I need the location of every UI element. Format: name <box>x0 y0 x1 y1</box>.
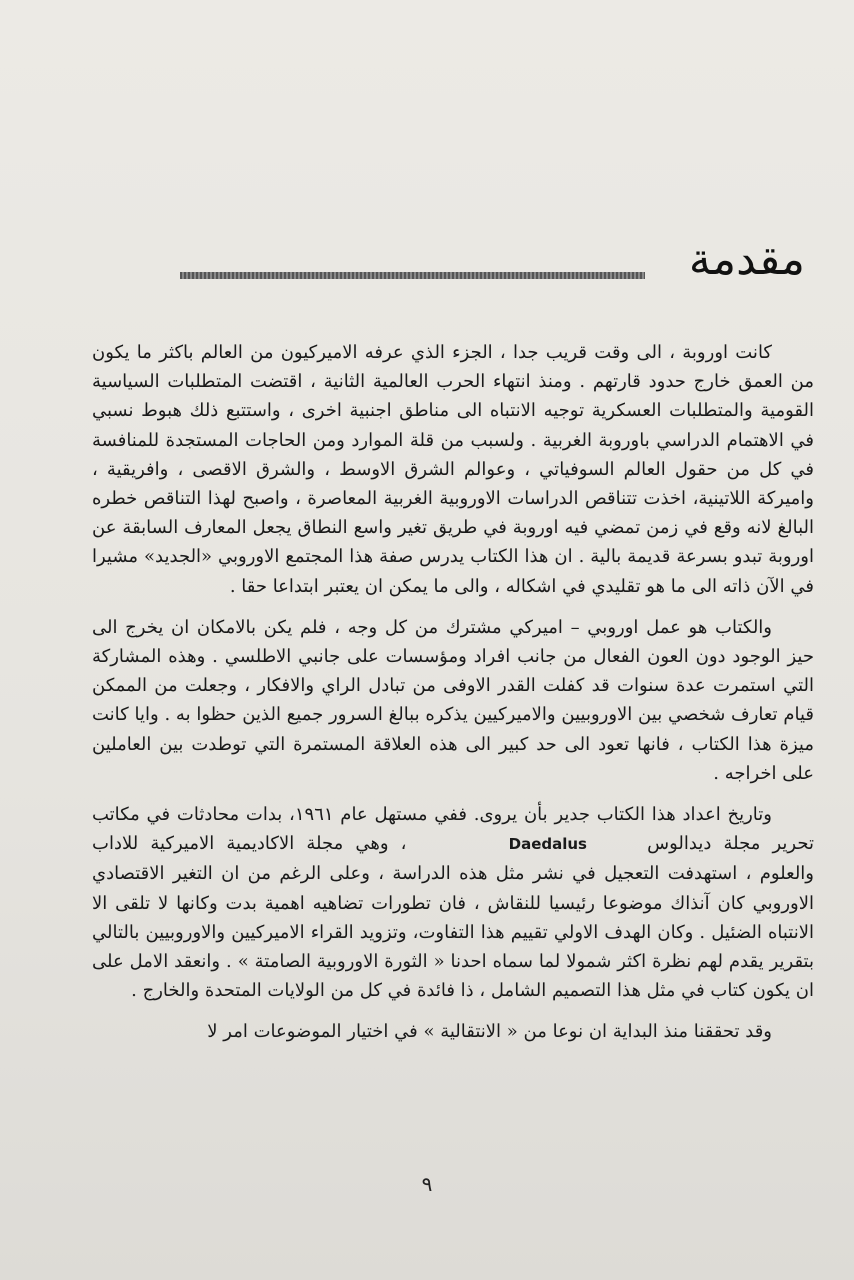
heading-row <box>180 232 805 292</box>
paragraph-4-fragment: وقد تحققنا منذ البداية ان نوعا من « الانتقالية » في اختيار الموضوعات امر لا <box>207 1021 772 1043</box>
paragraph-3-part-2: ، وهي مجلة الاكاديمية الاميركية للاداب والعلوم ، استهدفت التعجيل في نشر مثل هذه الدراسة ، وعلى الرغم من ان التغير الاقتصادي الاوروبي كان آنذاك موضوعا رئيسيا للنقاش ، فان تطورات تضاهيه اهمية بدت وكانها لا تلقى الا الانتباه الضئيل . وكان الهدف الاولي تقييم هذا التفاوت، وتزويد القراء الاميركيين والاوروبيين بالتالي بتقرير يقدم لهم نظرة اكثر شمولا لما سماه احدنا « الثورة الاوروبية الصامتة » . وانعقد الامل على ان يكون كتاب في مثل هذا التصميم الشامل ، ذا فائدة في كل من الولايات المتحدة والخارج . <box>92 833 814 1002</box>
paragraph-3 <box>92 800 814 1005</box>
body-text <box>92 338 814 1059</box>
page-number: ٩ <box>421 1172 433 1196</box>
paragraph-1: كانت اوروبة ، الى وقت قريب جدا ، الجزء الذي عرفه الاميركيون من العالم باكثر ما يكون من العمق خارج حدود قارتهم . ومنذ انتهاء الحرب العالمية الثانية ، اقتضت المتطلبات السياسية القومية والمتطلبات العسكرية توجيه الانتباه الى مناطق اجنبية اخرى ، واستتبع ذلك هبوط نسبي في الاهتمام الدراسي باوروبة الغربية . ولسبب من قلة الموارد ومن الحاجات المستجدة للمنافسة في كل من حقول العالم السوفياتي ، وعوالم الشرق الاوسط ، والشرق الاقصى ، وافريقية ، واميركة اللاتينية، اخذت تتناقص الدراسات الاوروبية الغربية المعاصرة ، واصبح لهذا التناقص خطره البالغ لانه وقع في زمن تمضي فيه اوروبة في طريق تغير واسع النطاق يجعل المعارف السابقة عن اوروبة تبدو بسرعة قديمة بالية . ان هذا الكتاب يدرس صفة هذا المجتمع الاوروبي «الجديد» مشيرا في الآن ذاته الى ما هو تقليدي في اشكاله ، والى ما يمكن ان يعتبر ابتداعا حقا . <box>92 342 814 597</box>
decorative-rule <box>180 272 645 279</box>
page-heading: مقدمة <box>688 234 805 285</box>
paragraph-2: والكتاب هو عمل اوروبي – اميركي مشترك من كل وجه ، فلم يكن بالامكان ان يخرج الى حيز الوجود دون العون الفعال من جانب افراد ومؤسسات على جانبي الاطلسي . وهذه المشاركة التي استمرت عدة سنوات قد كفلت القدر الاوفى من تبادل الراي والافكار ، وجعلت من الممكن قيام تعارف شخصي بين الاوروبيين والاميركيين يذكره ببالغ السرور جميع الذين حظوا به . وايا كانت ميزة هذا الكتاب ، فانها تعود الى حد كبير الى هذه العلاقة المستمرة التي توطدت بين العاملين على اخراجه . <box>92 616 814 784</box>
latin-journal-name: Daedalus <box>508 835 587 854</box>
paragraph-3-part-1: وتاريخ اعداد هذا الكتاب جدير بأن يروى. ففي مستهل عام ١٩٦١، بدات محادثات في مكاتب تحرير مجلة ديدالوس <box>92 804 814 855</box>
